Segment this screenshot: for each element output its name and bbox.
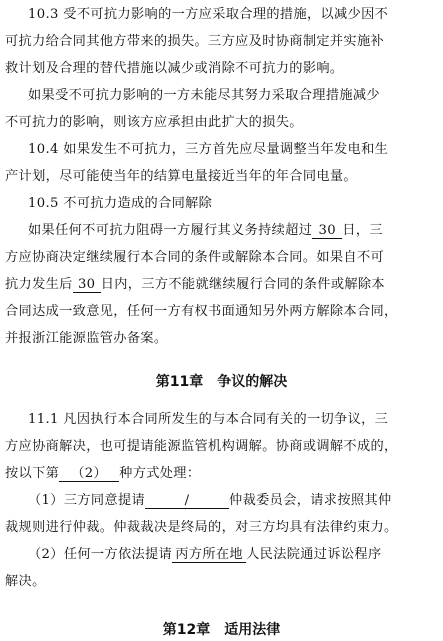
option-2-line-1 [28, 546, 382, 564]
chapter-12-heading: 第12章 适用法律 [162, 622, 281, 638]
chapter-11-heading: 第11章 争议的解决 [155, 374, 288, 390]
option-1-line-2: 裁规则进行仲裁。仲裁裁决是终局的，对三方均具有法律约束力。 [5, 520, 398, 535]
clause-10-4-line-1: 10.4 如果发生不可抗力，三方首先应尽量调整当年发电和生 [28, 142, 389, 157]
method-choice-field: （2） [59, 466, 119, 482]
clause-10-5-line-3-a: 抗力发生后 [5, 277, 73, 292]
days-field-2: 30 [73, 277, 101, 293]
option-1-line-1 [28, 492, 392, 510]
clause-10-5-line-1 [28, 222, 383, 240]
option-1-text-a: （1）三方同意提请 [28, 493, 146, 508]
clause-11-1-line-2: 方应协商解决，也可提请能源监管机构调解。协商或调解不成的， [5, 439, 398, 454]
clause-11-1-line-3-b: 种方式处理： [119, 466, 201, 481]
clause-10-3-line-3: 救计划及合理的替代措施以减少或消除不可抗力的影响。 [5, 61, 344, 76]
clause-10-3-line-1: 10.3 受不可抗力影响的一方应采取合理的措施，以减少因不 [28, 7, 389, 22]
court-location-field: 丙方所在地 [172, 547, 246, 563]
option-1-text-b: 仲裁委员会，请求按照其仲 [229, 493, 392, 508]
clause-10-5-line-3-b: 日内，三方不能就继续履行合同的条件或解除本 [100, 277, 385, 292]
clause-10-3-para2-line-1: 如果受不可抗力影响的一方未能尽其努力采取合理措施减少 [28, 88, 380, 103]
clause-10-4-line-2: 产计划，尽可能使当年的结算电量接近当年的年合同电量。 [5, 169, 357, 184]
clause-10-5-line-3 [5, 276, 385, 294]
clause-10-5-line-5: 并报浙江能源监管办备案。 [5, 331, 168, 346]
clause-11-1-line-3-a: 按以下第 [5, 466, 60, 481]
clause-10-5-line-2: 方应协商决定继续履行本合同的条件或解除本合同。如果自不可 [5, 250, 385, 265]
clause-10-3-para2-line-2: 不可抗力的影响，则该方应承担由此扩大的损失。 [5, 115, 303, 130]
clause-10-3-line-2: 可抗力给合同其他方带来的损失。三方应及时协商制定并实施补 [5, 34, 385, 49]
days-field-1: 30 [312, 223, 342, 239]
clause-10-5-text-a: 如果任何不可抗力阻碍一方履行其义务持续超过 [28, 223, 313, 238]
clause-11-1-line-1: 11.1 凡因执行本合同所发生的与本合同有关的一切争议，三 [28, 412, 389, 427]
option-2-line-2: 解决。 [5, 574, 46, 589]
option-2-text-b: 人民法院通过诉讼程序 [246, 547, 382, 562]
option-2-text-a: （2）任何一方依法提请 [28, 547, 173, 562]
arbitration-commission-field: / [145, 493, 229, 509]
clause-10-5-heading: 10.5 不可抗力造成的合同解除 [28, 196, 213, 211]
clause-10-5-line-4: 合同达成一致意见，任何一方有权书面通知另外两方解除本合同， [5, 304, 398, 319]
clause-10-5-text-b: 日，三 [342, 223, 383, 238]
clause-11-1-line-3 [5, 465, 200, 483]
